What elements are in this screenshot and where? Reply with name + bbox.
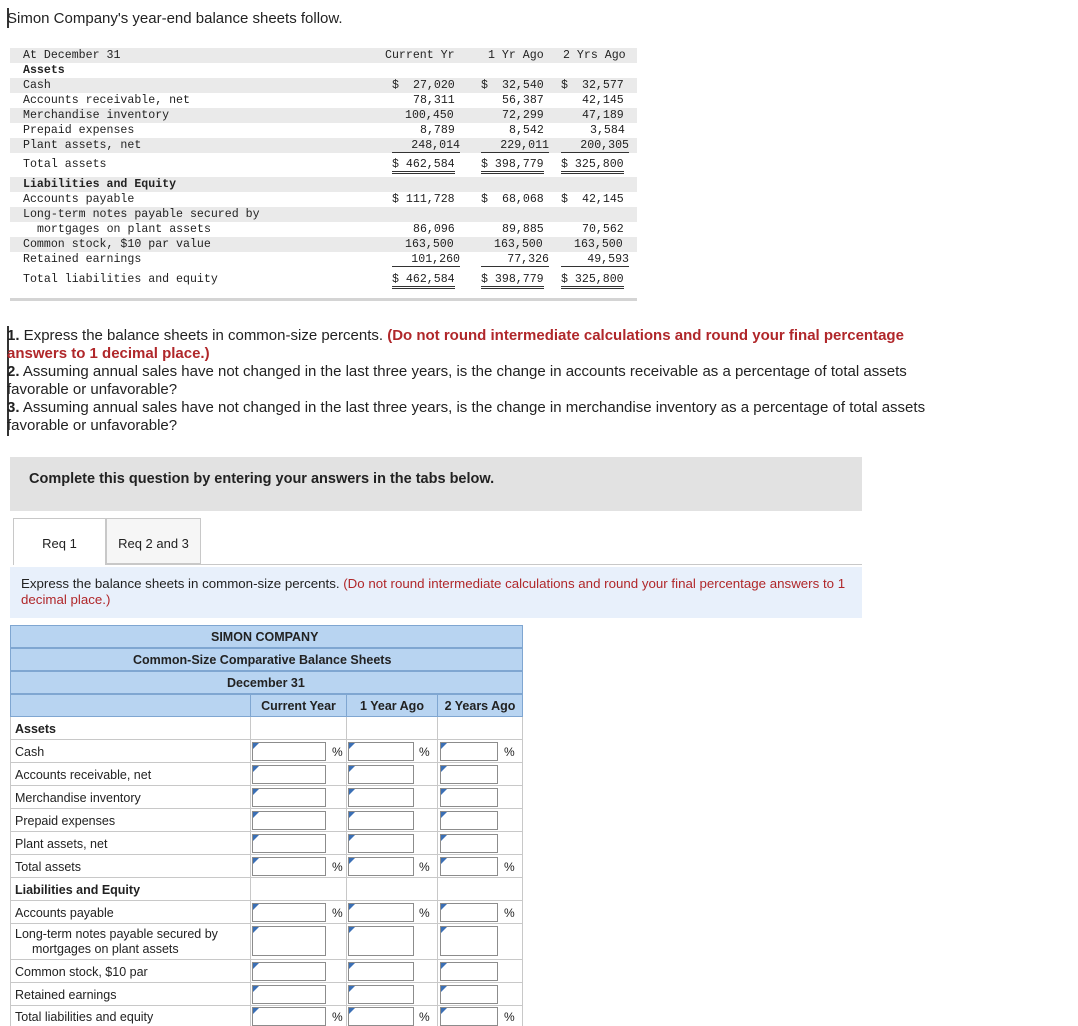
cs-current-input[interactable]	[252, 962, 326, 981]
complete-banner: Complete this question by entering your answers in the tabs below.	[10, 457, 862, 511]
tab-req-2-and-3[interactable]: Req 2 and 3	[106, 518, 201, 564]
bs-assets-heading: Assets	[23, 64, 65, 77]
bs-ltn-row-1: Long-term notes payable secured by	[10, 207, 637, 222]
bs-header-row: At December 31 Current Yr 1 Yr Ago 2 Yrs Ago	[10, 48, 637, 63]
inventory-2yr-input[interactable]	[440, 788, 498, 807]
grid-row-plant: Plant assets, net	[10, 832, 523, 855]
plant-1yr-input[interactable]	[348, 834, 414, 853]
grid-row-le-heading: Liabilities and Equity	[10, 878, 523, 901]
grid-title-header: Common-Size Comparative Balance Sheets	[10, 648, 523, 671]
bs-re-row: Retained earnings 101,260 77,326 49,593	[23, 253, 629, 266]
question-1: 1. Express the balance sheets in common-size percents. (Do not round intermediate calculations and round your final percentage answers to 1 decimal place.)	[7, 327, 904, 362]
ltn-2yr-input[interactable]	[440, 926, 498, 956]
re-1yr-input[interactable]	[348, 985, 414, 1004]
grid-label-header	[10, 694, 251, 717]
bs-cs-row: Common stock, $10 par value 163,500 163,500 163,500	[10, 237, 637, 252]
inventory-current-input[interactable]	[252, 788, 326, 807]
bs-ltn-row-2: mortgages on plant assets 86,096 89,885 70,562	[37, 223, 624, 236]
grid-row-common-stock: Common stock, $10 par	[10, 960, 523, 983]
grid-row-ap: Accounts payable % % %	[10, 901, 523, 924]
ar-1yr-input[interactable]	[348, 765, 414, 784]
cs-2yr-input[interactable]	[440, 962, 498, 981]
ltn-current-input[interactable]	[252, 926, 326, 956]
plant-current-input[interactable]	[252, 834, 326, 853]
grid-row-cash: Cash % % %	[10, 740, 523, 763]
col-header-1-year-ago: 1 Year Ago	[346, 694, 438, 717]
bs-prepaid-row: Prepaid expenses 8,789 8,542 3,584	[23, 124, 625, 137]
total-le-2yr-input[interactable]	[440, 1007, 498, 1026]
re-2yr-input[interactable]	[440, 985, 498, 1004]
grid-company-header: SIMON COMPANY	[10, 625, 523, 648]
cash-current-input[interactable]	[252, 742, 326, 761]
ap-current-input[interactable]	[252, 903, 326, 922]
inventory-1yr-input[interactable]	[348, 788, 414, 807]
total-assets-2yr-input[interactable]	[440, 857, 498, 876]
given-balance-sheet	[10, 46, 637, 304]
grid-row-long-term-notes: Long-term notes payable secured by mortgages on plant assets	[10, 924, 523, 960]
cs-1yr-input[interactable]	[348, 962, 414, 981]
grid-row-prepaid: Prepaid expenses	[10, 809, 523, 832]
total-assets-1yr-input[interactable]	[348, 857, 414, 876]
grid-row-total-le: Total liabilities and equity % % %	[10, 1006, 523, 1026]
re-current-input[interactable]	[252, 985, 326, 1004]
instruction-box: Express the balance sheets in common-size percents. (Do not round intermediate calculations and round your final percentage answers to 1 decimal place.)	[10, 567, 862, 618]
prepaid-2yr-input[interactable]	[440, 811, 498, 830]
tab-req-1[interactable]: Req 1	[13, 518, 106, 565]
bs-ar-row: Accounts receivable, net 78,311 56,387 42,145	[23, 94, 624, 107]
ltn-1yr-input[interactable]	[348, 926, 414, 956]
col-header-current-year: Current Year	[250, 694, 347, 717]
intro-text: Simon Company's year-end balance sheets follow.	[7, 10, 343, 27]
total-le-current-input[interactable]	[252, 1007, 326, 1026]
question-3: 3. Assuming annual sales have not changed in the last three years, is the change in merchandise inventory as a percentage of total assets favorable or unfavorable?	[7, 399, 926, 434]
grid-row-ar: Accounts receivable, net	[10, 763, 523, 786]
grid-row-inventory: Merchandise inventory	[10, 786, 523, 809]
plant-2yr-input[interactable]	[440, 834, 498, 853]
prepaid-current-input[interactable]	[252, 811, 326, 830]
tab-divider	[106, 564, 862, 565]
cash-2yr-input[interactable]	[440, 742, 498, 761]
ap-2yr-input[interactable]	[440, 903, 498, 922]
bs-plant-row: Plant assets, net 248,014 229,011 200,305	[10, 138, 637, 153]
ar-2yr-input[interactable]	[440, 765, 498, 784]
ap-1yr-input[interactable]	[348, 903, 414, 922]
bs-total-assets-row: Total assets $ 462,584 $ 398,779 $ 325,800	[10, 157, 637, 172]
grid-row-total-assets: Total assets % % %	[10, 855, 523, 878]
prepaid-1yr-input[interactable]	[348, 811, 414, 830]
grid-row-retained-earnings: Retained earnings	[10, 983, 523, 1006]
bs-inventory-row: Merchandise inventory 100,450 72,299 47,189	[10, 108, 637, 123]
total-le-1yr-input[interactable]	[348, 1007, 414, 1026]
cash-1yr-input[interactable]	[348, 742, 414, 761]
bs-total-le-row: Total liabilities and equity $ 462,584 $ 398,779 $ 325,800	[10, 272, 637, 287]
bs-le-heading: Liabilities and Equity	[10, 177, 637, 192]
grid-date-header: December 31	[10, 671, 523, 694]
grid-row-assets-heading: Assets	[10, 717, 523, 740]
ar-current-input[interactable]	[252, 765, 326, 784]
col-header-2-years-ago: 2 Years Ago	[437, 694, 523, 717]
total-assets-current-input[interactable]	[252, 857, 326, 876]
bs-cash-row: Cash $ 27,020 $ 32,540 $ 32,577	[10, 78, 637, 93]
bs-bottom-rule	[10, 298, 637, 301]
bs-ap-row: Accounts payable $ 111,728 $ 68,068 $ 42,145	[23, 193, 624, 206]
question-2: 2. Assuming annual sales have not changed in the last three years, is the change in accounts receivable as a percentage of total assets favorable or unfavorable?	[7, 363, 907, 398]
common-size-grid	[10, 625, 523, 1026]
